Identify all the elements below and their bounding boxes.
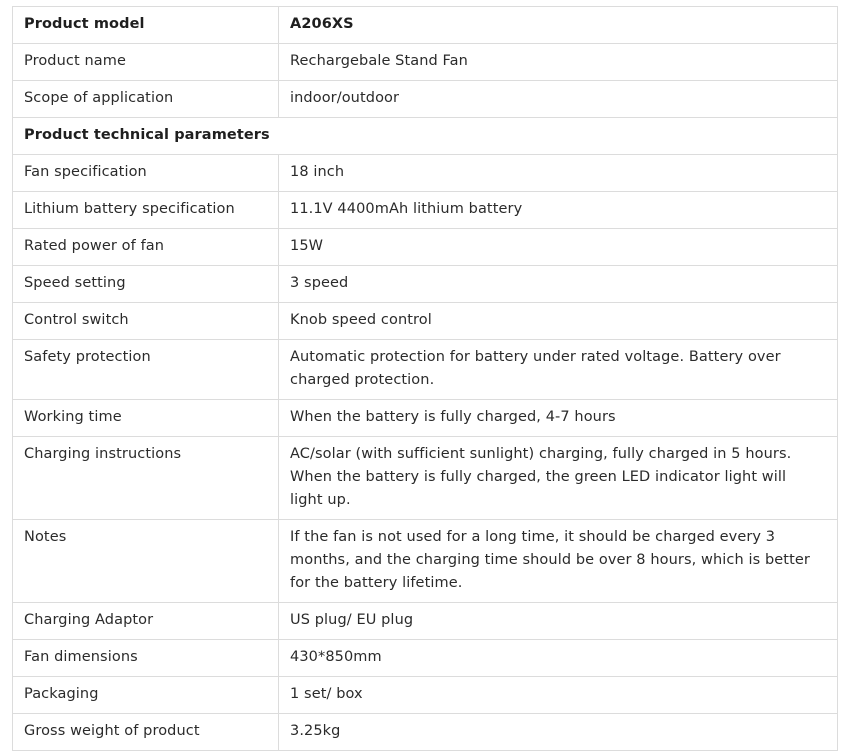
row-value: 3 speed — [279, 266, 838, 303]
row-label: Control switch — [13, 303, 279, 340]
table-row — [13, 340, 838, 400]
product-spec-table — [12, 6, 838, 751]
row-label: Fan dimensions — [13, 640, 279, 677]
row-label: Product name — [13, 44, 279, 81]
row-value: 430*850mm — [279, 640, 838, 677]
table-row — [13, 192, 838, 229]
row-label: Gross weight of product — [13, 714, 279, 751]
row-label: Working time — [13, 400, 279, 437]
table-row-section — [13, 118, 838, 155]
row-value: 11.1V 4400mAh lithium battery — [279, 192, 838, 229]
table-row — [13, 603, 838, 640]
table-row — [13, 714, 838, 751]
table-row — [13, 303, 838, 340]
row-label: Speed setting — [13, 266, 279, 303]
table-row — [13, 677, 838, 714]
row-value: 18 inch — [279, 155, 838, 192]
row-value: If the fan is not used for a long time, it should be charged every 3 months, and the charging time should be over 8 hours, which is better for the battery lifetime. — [279, 520, 838, 603]
row-label: Charging Adaptor — [13, 603, 279, 640]
row-label: Safety protection — [13, 340, 279, 400]
row-label: Notes — [13, 520, 279, 603]
row-value: Automatic protection for battery under rated voltage. Battery over charged protection. — [279, 340, 838, 400]
row-label: Charging instructions — [13, 437, 279, 520]
table-row — [13, 81, 838, 118]
row-label: Rated power of fan — [13, 229, 279, 266]
section-title: Product technical parameters — [13, 118, 838, 155]
row-value: AC/solar (with sufficient sunlight) charging, fully charged in 5 hours. When the battery is fully charged, the green LED indicator light will light up. — [279, 437, 838, 520]
row-label: Scope of application — [13, 81, 279, 118]
table-row — [13, 229, 838, 266]
product-model-value: A206XS — [279, 7, 838, 44]
table-row-header — [13, 7, 838, 44]
row-value: indoor/outdoor — [279, 81, 838, 118]
table-row — [13, 640, 838, 677]
product-model-label: Product model — [13, 7, 279, 44]
row-value: Knob speed control — [279, 303, 838, 340]
table-row — [13, 155, 838, 192]
table-row — [13, 44, 838, 81]
row-value: 3.25kg — [279, 714, 838, 751]
row-label: Lithium battery specification — [13, 192, 279, 229]
row-value: When the battery is fully charged, 4-7 hours — [279, 400, 838, 437]
row-value: US plug/ EU plug — [279, 603, 838, 640]
row-value: 1 set/ box — [279, 677, 838, 714]
row-label: Fan specification — [13, 155, 279, 192]
table-row — [13, 437, 838, 520]
row-value: Rechargebale Stand Fan — [279, 44, 838, 81]
row-value: 15W — [279, 229, 838, 266]
table-row — [13, 520, 838, 603]
table-row — [13, 266, 838, 303]
row-label: Packaging — [13, 677, 279, 714]
table-row — [13, 400, 838, 437]
